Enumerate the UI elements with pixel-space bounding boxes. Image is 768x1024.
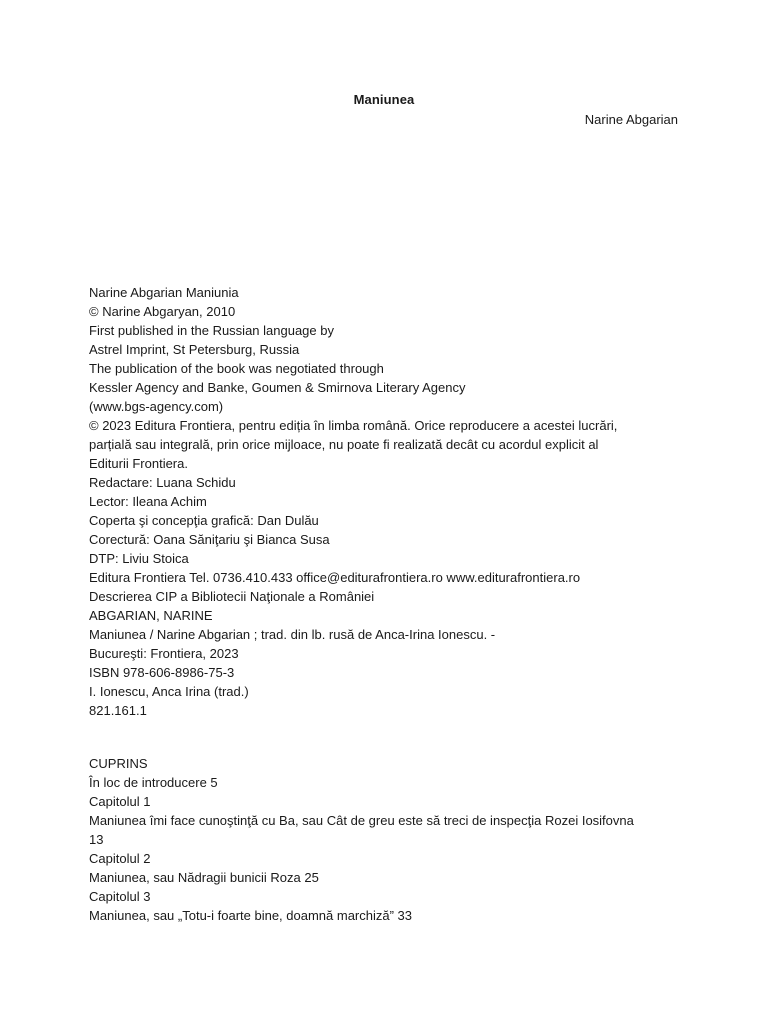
credit-line: (www.bgs-agency.com) xyxy=(89,399,224,414)
credit-line: Editura Frontiera Tel. 0736.410.433 office@editurafrontiera.ro www.editurafrontiera.ro xyxy=(89,570,581,585)
credit-line: Editurii Frontiera. xyxy=(89,456,188,471)
credit-line: Bucureşti: Frontiera, 2023 xyxy=(89,646,239,661)
contents-entry: Maniunea, sau Nădragii bunicii Roza 25 xyxy=(89,870,319,885)
credit-line: ISBN 978-606-8986-75-3 xyxy=(89,665,235,680)
credit-line: Corectură: Oana Săniţariu şi Bianca Susa xyxy=(89,532,330,547)
copyright-block xyxy=(89,283,689,720)
credit-line: Astrel Imprint, St Petersburg, Russia xyxy=(89,342,300,357)
contents-entry: 13 xyxy=(89,832,104,847)
credit-line: Coperta şi concepţia grafică: Dan Dulău xyxy=(89,513,319,528)
contents-heading: CUPRINS xyxy=(89,756,148,771)
book-author: Narine Abgarian xyxy=(584,112,678,127)
credit-line: Kessler Agency and Banke, Goumen & Smirnova Literary Agency xyxy=(89,380,466,395)
credit-line: Descrierea CIP a Bibliotecii Naţionale a României xyxy=(89,589,375,604)
credit-line: parțială sau integrală, prin orice mijloace, nu poate fi realizată decât cu acordul explicit al xyxy=(89,437,599,452)
book-title: Maniunea xyxy=(353,92,415,107)
credit-line: © 2023 Editura Frontiera, pentru ediția în limba română. Orice reproducere a acestei lucrări, xyxy=(89,418,618,433)
credit-line: Redactare: Luana Schidu xyxy=(89,475,236,490)
credit-line: Narine Abgarian Maniunia xyxy=(89,285,239,300)
contents-entry: Capitolul 2 xyxy=(89,851,151,866)
credit-line: 821.161.1 xyxy=(89,703,147,718)
contents-entry: Maniunea, sau „Totu-i foarte bine, doamnă marchiză” 33 xyxy=(89,908,413,923)
contents-entry: Maniunea îmi face cunoştinţă cu Ba, sau Cât de greu este să treci de inspecţia Rozei Iosifovna xyxy=(89,813,634,828)
credit-line: Maniunea / Narine Abgarian ; trad. din lb. rusă de Anca-Irina Ionescu. - xyxy=(89,627,496,642)
contents-entry: În loc de introducere 5 xyxy=(89,775,218,790)
table-of-contents xyxy=(89,754,689,925)
credit-line: I. Ionescu, Anca Irina (trad.) xyxy=(89,684,249,699)
contents-entry: Capitolul 1 xyxy=(89,794,151,809)
credit-line: DTP: Liviu Stoica xyxy=(89,551,189,566)
credit-line: The publication of the book was negotiated through xyxy=(89,361,384,376)
credit-line: © Narine Abgaryan, 2010 xyxy=(89,304,236,319)
contents-entry: Capitolul 3 xyxy=(89,889,151,904)
credit-line: First published in the Russian language by xyxy=(89,323,334,338)
credit-line: Lector: Ileana Achim xyxy=(89,494,207,509)
credit-line: ABGARIAN, NARINE xyxy=(89,608,213,623)
